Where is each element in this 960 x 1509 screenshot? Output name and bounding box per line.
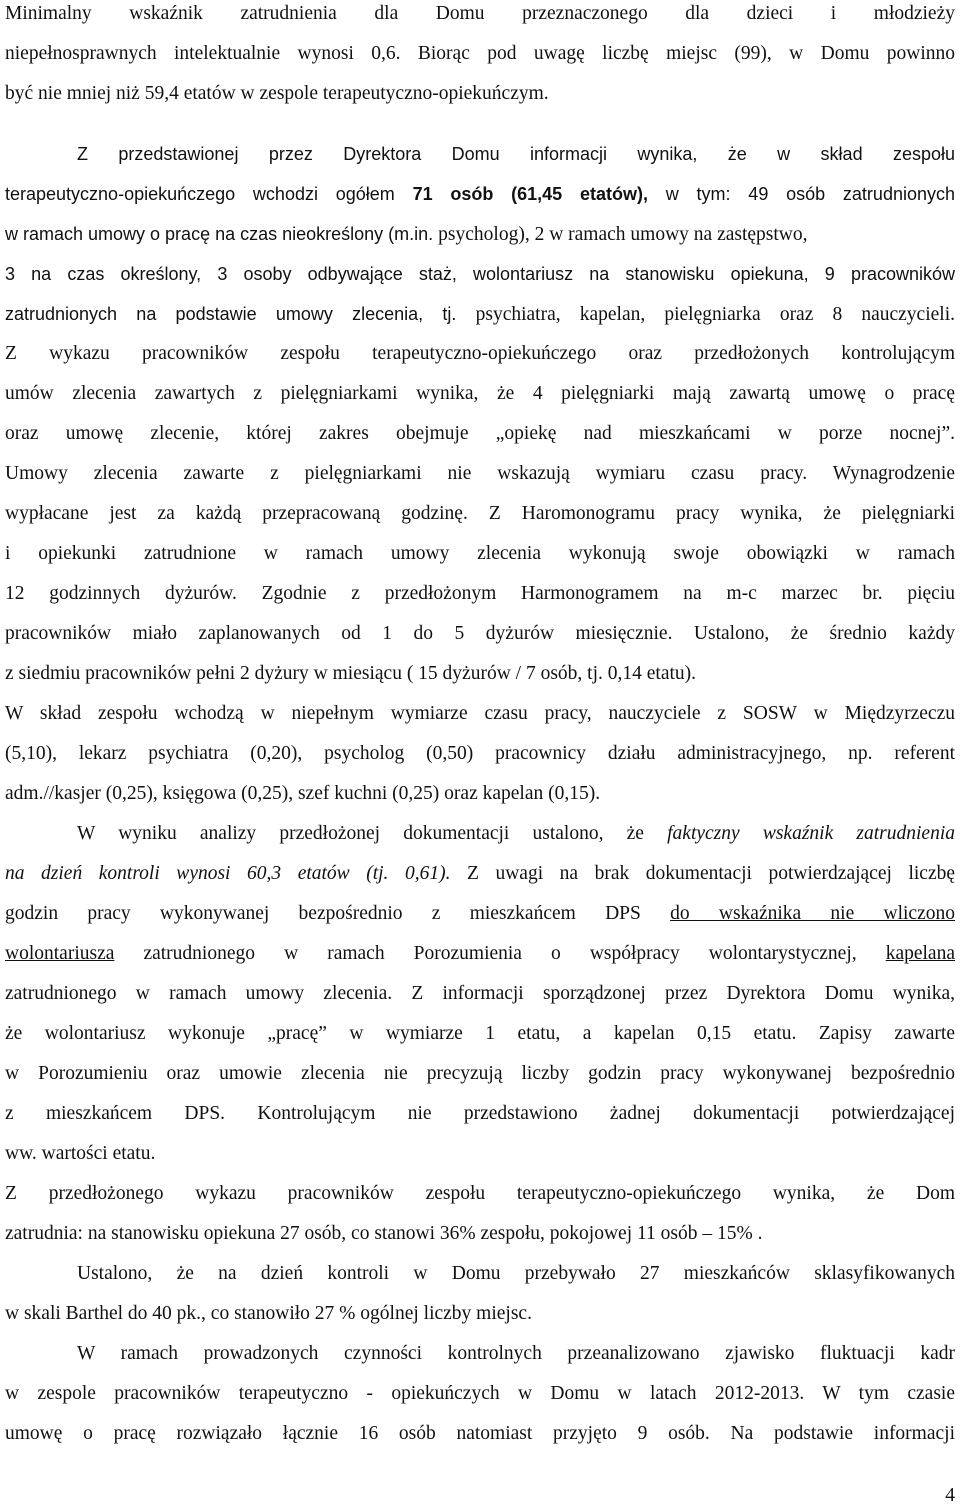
text-line — [5, 1020, 955, 1048]
text-line — [77, 820, 955, 848]
text-span: pracowników miało zaplanowanych od 1 do 5 dyżurów miesięcznie. Ustalono, że średnio każdy — [5, 623, 955, 644]
text-span: w Porozumieniu oraz umowie zlecenia nie precyzują liczby godzin pracy wykonywanej bezpośrednio — [5, 1063, 955, 1084]
text-line — [5, 980, 955, 1008]
text-line — [5, 220, 955, 248]
text-line — [5, 1060, 955, 1088]
text-span: W ramach prowadzonych czynności kontrolnych przeanalizowano zjawisko fluktuacji kadr — [77, 1343, 955, 1364]
text-line — [77, 1340, 955, 1368]
text-line — [77, 1260, 955, 1288]
text-line — [5, 1180, 955, 1208]
text-span: zatrudnionego w ramach umowy zlecenia. Z informacji sporządzonej przez Dyrektora Domu wynika, — [5, 983, 955, 1004]
text-line — [5, 80, 955, 108]
text-span: Z przedłożonego wykazu pracowników zespołu terapeutyczno-opiekuńczego wynika, że Dom — [5, 1183, 955, 1204]
text-span: psychiatra, kapelan, pielęgniarka oraz 8 nauczycieli. — [475, 304, 955, 325]
text-span: w zespole pracowników terapeutyczno - opiekuńczych w Domu w latach 2012-2013. W tym czasie — [5, 1383, 955, 1404]
text-span: W skład zespołu wchodzą w niepełnym wymiarze czasu pracy, nauczyciele z SOSW w Międzyrzeczu — [5, 703, 955, 724]
text-line — [5, 260, 955, 288]
text-line — [5, 1140, 955, 1168]
text-line — [5, 540, 955, 568]
text-line — [5, 940, 955, 968]
text-line — [5, 900, 955, 928]
text-span: oraz umowę zlecenie, której zakres obejmuje „opiekę nad mieszkańcami w porze nocnej”. — [5, 423, 955, 444]
text-line — [5, 860, 955, 888]
text-line — [5, 1300, 955, 1328]
text-line — [5, 0, 955, 28]
text-line — [5, 660, 955, 688]
text-line — [5, 580, 955, 608]
text-span: adm.//kasjer (0,25), księgowa (0,25), szef kuchni (0,25) oraz kapelan (0,15). — [5, 783, 601, 804]
text-line — [5, 1100, 955, 1128]
text-span: z siedmiu pracowników pełni 2 dyżury w miesiącu ( 15 dyżurów / 7 osób, tj. 0,14 etatu). — [5, 663, 697, 684]
text-span: 3 na czas określony, 3 osoby odbywające staż, wolontariusz na stanowisku opiekuna, 9 pracowników — [5, 264, 955, 284]
text-line — [5, 700, 955, 728]
text-span: (5,10), lekarz psychiatra (0,20), psycholog (0,50) pracownicy działu administracyjnego, np. referent — [5, 743, 955, 764]
text-span: zatrudnionych na podstawie umowy zlecenia, tj. — [5, 304, 476, 324]
text-span: być nie mniej niż 59,4 etatów w zespole terapeutyczno-opiekuńczym. — [5, 83, 549, 104]
text-span: że wolontariusz wykonuje „pracę” w wymiarze 1 etatu, a kapelan 0,15 etatu. Zapisy zawarte — [5, 1023, 955, 1044]
text-line — [5, 460, 955, 488]
text-line — [5, 1380, 955, 1408]
underlined-text: wolontariusza — [5, 943, 115, 964]
text-line — [77, 140, 955, 168]
text-span: umowę o pracę rozwiązało łącznie 16 osób natomiast przyjęto 9 osób. Na podstawie informacji — [5, 1423, 955, 1444]
text-span: Ustalono, że na dzień kontroli w Domu przebywało 27 mieszkańców sklasyfikowanych — [77, 1263, 955, 1284]
text-line — [5, 420, 955, 448]
text-span: psycholog), 2 w ramach umowy na zastępstwo, — [438, 224, 808, 245]
text-line — [5, 780, 955, 808]
text-span: godzin pracy wykonywanej bezpośrednio z mieszkańcem DPS — [5, 903, 671, 924]
text-span: zatrudnia: na stanowisku opiekuna 27 osób, co stanowi 36% zespołu, pokojowej 11 osób – 15% . — [5, 1223, 763, 1244]
text-span: W wyniku analizy przedłożonej dokumentacji ustalono, że — [77, 823, 668, 844]
text-span: w skali Barthel do 40 pk., co stanowiło 27 % ogólnej liczby miejsc. — [5, 1303, 532, 1324]
text-span: Z wykazu pracowników zespołu terapeutyczno-opiekuńczego oraz przedłożonych kontrolującym — [5, 343, 955, 364]
text-span: Z uwagi na brak dokumentacji potwierdzającej liczbę — [450, 863, 955, 884]
text-span: umów zlecenia zawartych z pielęgniarkami wynika, że 4 pielęgniarki mają zawartą umowę o pracę — [5, 383, 955, 404]
text-line — [5, 500, 955, 528]
text-span: Umowy zlecenia zawarte z pielęgniarkami nie wskazują wymiaru czasu pracy. Wynagrodzenie — [5, 463, 955, 484]
text-line — [5, 740, 955, 768]
text-span: ww. wartości etatu. — [5, 1143, 156, 1164]
text-span: z mieszkańcem DPS. Kontrolującym nie przedstawiono żadnej dokumentacji potwierdzającej — [5, 1103, 955, 1124]
text-line — [5, 40, 955, 68]
text-line — [5, 1420, 955, 1448]
text-span: 12 godzinnych dyżurów. Zgodnie z przedłożonym Harmonogramem na m-c marzec br. pięciu — [5, 583, 955, 604]
text-span: terapeutyczno-opiekuńczego wchodzi ogółem — [5, 184, 413, 204]
text-line — [5, 1220, 955, 1248]
text-line — [5, 620, 955, 648]
text-span: wypłacane jest za każdą przepracowaną godzinę. Z Haromonogramu pracy wynika, że pielęgniarki — [5, 503, 955, 524]
underlined-text: do wskaźnika nie wliczono — [670, 903, 955, 924]
underlined-text: kapelana — [885, 943, 955, 964]
text-line — [5, 180, 955, 208]
text-line — [5, 340, 955, 368]
text-span: w tym: 49 osób zatrudnionych — [647, 184, 955, 204]
page-number: 4 — [945, 1485, 955, 1506]
text-span: zatrudnionego w ramach Porozumienia o współpracy wolontarystycznej, — [114, 943, 886, 964]
italic-text: na dzień kontroli wynosi 60,3 etatów (tj. 0,61). — [5, 863, 451, 884]
text-span: w ramach umowy o pracę na czas nieokreślony (m.in. — [5, 224, 439, 244]
text-line — [5, 300, 955, 328]
text-span: niepełnosprawnych intelektualnie wynosi 0,6. Biorąc pod uwagę liczbę miejsc (99), w Domu powinno — [5, 43, 955, 64]
text-line — [5, 380, 955, 408]
text-span: Minimalny wskaźnik zatrudnienia dla Domu przeznaczonego dla dzieci i młodzieży — [5, 3, 955, 24]
italic-text: faktyczny wskaźnik zatrudnienia — [667, 823, 955, 844]
bold-text: 71 osób (61,45 etatów), — [412, 184, 648, 204]
text-span: Z przedstawionej przez Dyrektora Domu informacji wynika, że w skład zespołu — [77, 144, 955, 164]
text-span: i opiekunki zatrudnione w ramach umowy zlecenia wykonują swoje obowiązki w ramach — [5, 543, 955, 564]
